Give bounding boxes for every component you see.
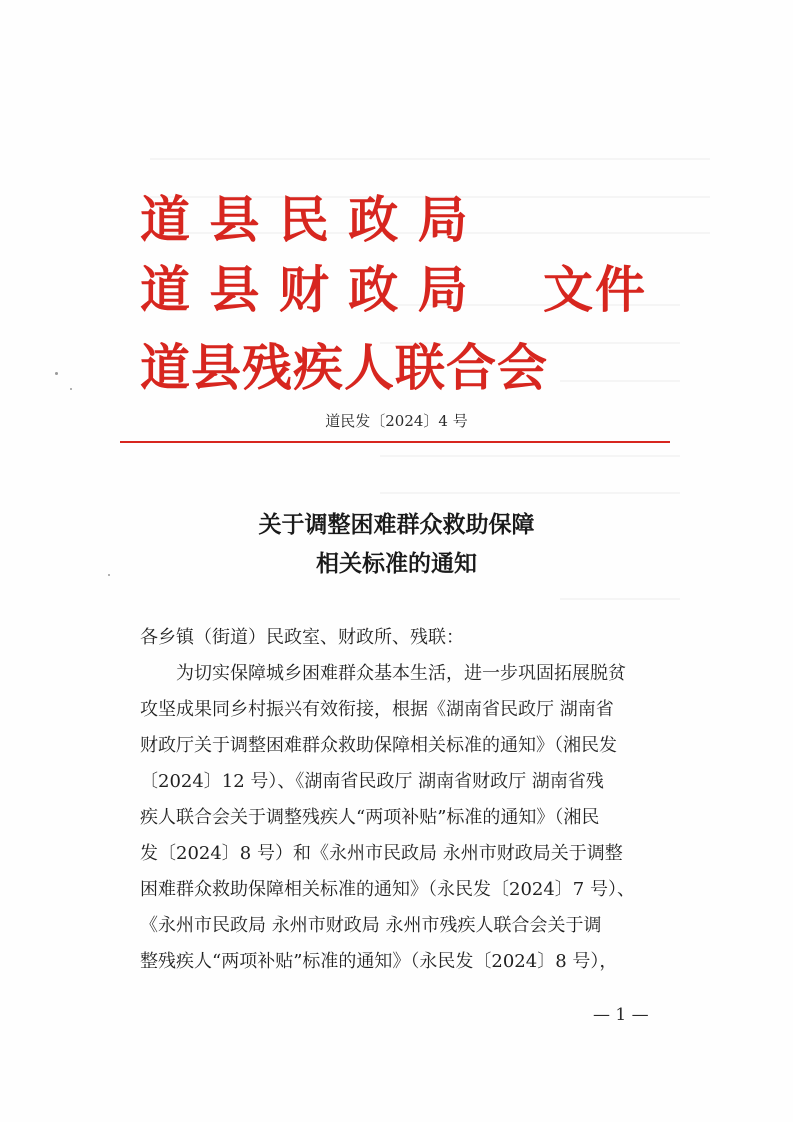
salutation: 各乡镇（街道）民政室、财政所、残联：: [140, 627, 464, 648]
body-line: 《永州市民政局 永州市财政局 永州市残疾人联合会关于调: [140, 915, 602, 936]
bleed-through-line: [560, 598, 680, 600]
issuer-line-disabled-federation: 道县残疾人联合会: [140, 338, 548, 397]
body-line: 财政厅关于调整困难群众救助保障相关标准的通知》（湘民发: [140, 735, 617, 756]
document-number: [0, 410, 793, 432]
page-number: — 1 —: [593, 1005, 649, 1025]
body-line: 攻坚成果同乡村振兴有效衔接，根据《湖南省民政厅 湖南省: [140, 699, 614, 720]
body-line: 〔2024〕12 号）、《湖南省民政厅 湖南省财政厅 湖南省残: [140, 771, 604, 792]
body-line: 疾人联合会关于调整残疾人“两项补贴”标准的通知》（湘民: [140, 807, 600, 828]
document-title-line-2: 相关标准的通知: [316, 551, 477, 577]
issuer-line-finance: 道 县 财 政 局: [140, 260, 469, 319]
body-line: 困难群众救助保障相关标准的通知》（永民发〔2024〕7 号）、: [140, 879, 635, 900]
document-number-text: 道民发〔2024〕4 号: [325, 412, 468, 430]
bleed-through-line: [560, 380, 680, 382]
bleed-through-line: [150, 158, 710, 160]
document-title-line-1: 关于调整困难群众救助保障: [258, 512, 535, 538]
body-line: 为切实保障城乡困难群众基本生活，进一步巩固拓展脱贫: [140, 663, 626, 684]
bleed-through-line: [380, 455, 680, 457]
body-line: 整残疾人“两项补贴”标准的通知》（永民发〔2024〕8 号），: [140, 951, 618, 972]
body-line: 发〔2024〕8 号）和《永州市民政局 永州市财政局关于调整: [140, 843, 623, 864]
red-separator-line: [120, 441, 670, 443]
bleed-through-line: [380, 492, 680, 494]
scan-speck: [55, 372, 58, 375]
scan-speck: [70, 388, 72, 390]
issuer-line-civil-affairs: 道 县 民 政 局: [140, 190, 469, 249]
document-suffix: 文件: [543, 260, 647, 319]
